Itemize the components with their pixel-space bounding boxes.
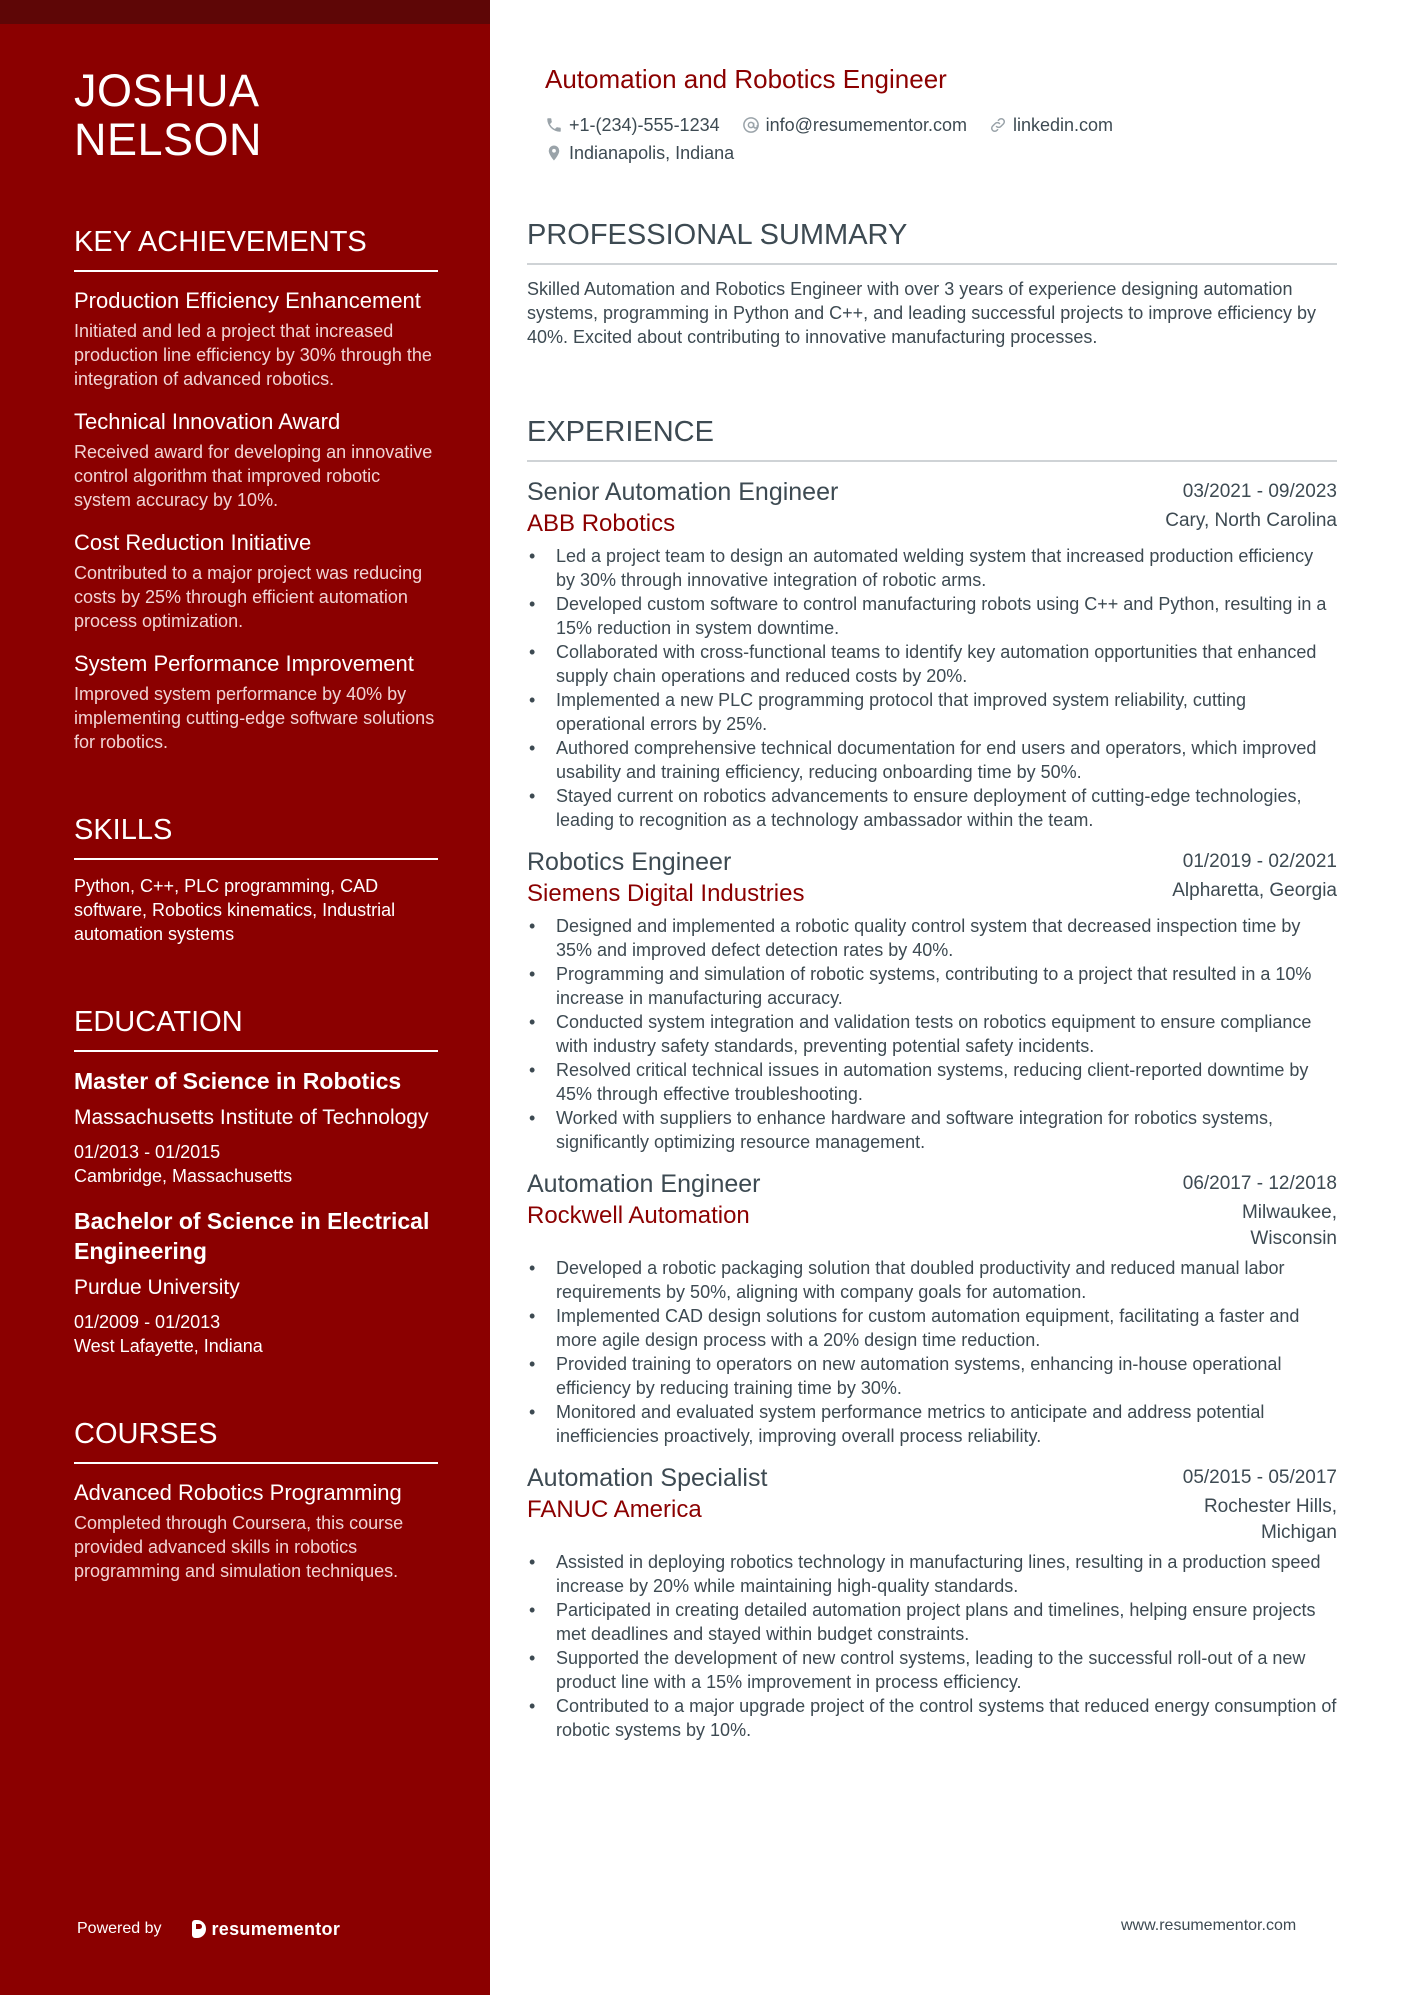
bullet-item: • Assisted in deploying robotics technology in manufacturing lines, resulting in a production speed increase by 20% while maintaining high-quality standards. bbox=[527, 1550, 1337, 1598]
experience-section bbox=[527, 414, 1337, 1742]
link-icon bbox=[989, 116, 1007, 134]
achievement-item bbox=[74, 407, 438, 512]
job-company: Siemens Digital Industries bbox=[527, 880, 805, 907]
sidebar-top-bar bbox=[0, 0, 490, 24]
job-location: Alpharetta, Georgia bbox=[1172, 880, 1337, 901]
achievement-title: Cost Reduction Initiative bbox=[74, 530, 312, 555]
bullet-item: • Contributed to a major upgrade project of the control systems that reduced energy consumption of robotic systems by 10%. bbox=[527, 1694, 1337, 1742]
bullet-item: • Developed a robotic packaging solution that doubled productivity and reduced manual labor requirements by 50%, aligning with company goals for automation. bbox=[527, 1256, 1337, 1304]
bullet-item: • Programming and simulation of robotic systems, contributing to a project that resulted in a 10% increase in manufacturing accuracy. bbox=[527, 962, 1337, 1010]
bullet-item: • Developed custom software to control manufacturing robots using C++ and Python, resulting in a 15% reduction in system downtime. bbox=[527, 592, 1337, 640]
course-desc: Completed through Coursera, this course provided advanced skills in robotics programming and simulation techniques. bbox=[74, 1513, 404, 1581]
bullet-item: • Designed and implemented a robotic quality control system that decreased inspection time by 35% and improved defect detection rates by 40%. bbox=[527, 914, 1337, 962]
course-item bbox=[74, 1478, 438, 1583]
job-location: Cary, North Carolina bbox=[1165, 510, 1337, 531]
bullet-item: • Participated in creating detailed automation project plans and timelines, helping ensure projects met deadlines and stayed within budget constraints. bbox=[527, 1598, 1337, 1646]
job-role: Automation Specialist bbox=[527, 1464, 768, 1492]
contact-linkedin[interactable] bbox=[989, 112, 1113, 138]
achievement-desc: Contributed to a major project was reducing costs by 25% through efficient automation process optimization. bbox=[74, 563, 423, 631]
linkedin-text: linkedin.com bbox=[1012, 115, 1114, 135]
education-section bbox=[74, 1004, 438, 1358]
job-entry bbox=[527, 476, 1337, 832]
bullet-item: • Implemented a new PLC programming protocol that improved system reliability, cutting operational errors by 25%. bbox=[527, 688, 1337, 736]
job-location: Rochester Hills, Michigan bbox=[1203, 1496, 1337, 1543]
powered-by bbox=[77, 1916, 397, 1942]
achievement-title: System Performance Improvement bbox=[74, 651, 414, 676]
section-heading: EXPERIENCE bbox=[527, 414, 1337, 462]
resumementor-logo-icon bbox=[192, 1920, 206, 1938]
job-dates: 01/2019 - 02/2021 bbox=[1182, 851, 1337, 872]
section-heading: COURSES bbox=[74, 1416, 438, 1464]
location-pin-icon bbox=[545, 144, 563, 162]
job-bullets bbox=[527, 544, 1337, 832]
job-role: Automation Engineer bbox=[527, 1170, 761, 1198]
achievement-desc: Received award for developing an innovative control algorithm that improved robotic system accuracy by 10%. bbox=[74, 442, 433, 510]
job-company: FANUC America bbox=[527, 1496, 702, 1523]
edu-dates: 01/2013 - 01/2015 bbox=[74, 1142, 221, 1162]
school: Massachusetts Institute of Technology bbox=[74, 1106, 429, 1129]
bullet-item: • Stayed current on robotics advancements to ensure deployment of cutting-edge technologies, leading to recognition as a technology ambassador within the team. bbox=[527, 784, 1337, 832]
brand-name: resumementor bbox=[211, 1918, 341, 1939]
headline-title: Automation and Robotics Engineer bbox=[545, 64, 947, 94]
degree: Bachelor of Science in Electrical Engineering bbox=[74, 1208, 430, 1264]
bullet-item: • Worked with suppliers to enhance hardware and software integration for robotics systems, significantly optimizing resource management. bbox=[527, 1106, 1337, 1154]
bullet-item: • Resolved critical technical issues in automation systems, reducing client-reported downtime by 45% through effective troubleshooting. bbox=[527, 1058, 1337, 1106]
first-name: JOSHUA bbox=[74, 65, 260, 116]
bullet-item: • Conducted system integration and validation tests on robotics equipment to ensure compliance with industry safety standards, preventing potential safety incidents. bbox=[527, 1010, 1337, 1058]
achievement-title: Technical Innovation Award bbox=[74, 409, 341, 434]
sidebar bbox=[0, 0, 490, 1995]
job-company: ABB Robotics bbox=[527, 510, 676, 537]
course-title: Advanced Robotics Programming bbox=[74, 1480, 402, 1505]
phone-icon bbox=[545, 116, 563, 134]
edu-location: Cambridge, Massachusetts bbox=[74, 1166, 293, 1186]
job-dates: 03/2021 - 09/2023 bbox=[1182, 481, 1337, 502]
location-text: Indianapolis, Indiana bbox=[569, 143, 735, 163]
job-entry bbox=[527, 1462, 1337, 1742]
job-dates: 05/2015 - 05/2017 bbox=[1182, 1467, 1337, 1488]
job-entry bbox=[527, 846, 1337, 1154]
bullet-item: • Supported the development of new control systems, leading to the successful roll-out of a new product line with a 15% improvement in process efficiency. bbox=[527, 1646, 1337, 1694]
footer-website-link[interactable]: www.resumementor.com bbox=[1121, 1917, 1297, 1934]
contact-phone[interactable] bbox=[545, 112, 720, 138]
section-heading: KEY ACHIEVEMENTS bbox=[74, 224, 438, 272]
summary-text: Skilled Automation and Robotics Engineer with over 3 years of experience designing automation systems, programming in Python and C++, and leading successful projects to improve efficiency by 40%. Excited about contributing to innovative manufacturing processes. bbox=[527, 279, 1317, 347]
contact-info bbox=[545, 112, 1335, 168]
bullet-item: • Implemented CAD design solutions for custom automation equipment, facilitating a faster and more agile design process with a 20% design time reduction. bbox=[527, 1304, 1337, 1352]
last-name: NELSON bbox=[74, 114, 263, 165]
bullet-item: • Led a project team to design an automated welding system that increased production efficiency by 30% through innovative integration of robotic arms. bbox=[527, 544, 1337, 592]
skills-list: Python, C++, PLC programming, CAD software, Robotics kinematics, Industrial automation systems bbox=[74, 876, 396, 944]
phone-text: +1-(234)-555-1234 bbox=[569, 115, 720, 135]
achievement-item bbox=[74, 286, 438, 391]
degree: Master of Science in Robotics bbox=[74, 1068, 402, 1094]
candidate-name bbox=[74, 66, 438, 164]
edu-dates: 01/2009 - 01/2013 bbox=[74, 1312, 221, 1332]
education-item bbox=[74, 1066, 438, 1188]
email-text: info@resumementor.com bbox=[765, 115, 967, 135]
achievement-desc: Improved system performance by 40% by implementing cutting-edge software solutions for robotics. bbox=[74, 684, 435, 752]
at-icon bbox=[742, 116, 760, 134]
section-heading: SKILLS bbox=[74, 812, 438, 860]
section-heading: EDUCATION bbox=[74, 1004, 438, 1052]
achievement-item bbox=[74, 528, 438, 633]
bullet-item: • Collaborated with cross-functional teams to identify key automation opportunities that enhanced supply chain operations and reduced costs by 20%. bbox=[527, 640, 1337, 688]
job-entry bbox=[527, 1168, 1337, 1448]
powered-by-label: Powered by bbox=[77, 1920, 162, 1937]
job-bullets bbox=[527, 1550, 1337, 1742]
job-location: Milwaukee, Wisconsin bbox=[1241, 1202, 1337, 1249]
section-heading: PROFESSIONAL SUMMARY bbox=[527, 217, 1337, 265]
job-bullets bbox=[527, 1256, 1337, 1448]
job-role: Senior Automation Engineer bbox=[527, 478, 839, 506]
bullet-item: • Monitored and evaluated system performance metrics to anticipate and address potential inefficiencies proactively, improving overall process reliability. bbox=[527, 1400, 1337, 1448]
job-role: Robotics Engineer bbox=[527, 848, 732, 876]
achievement-item bbox=[74, 649, 438, 754]
bullet-item: • Authored comprehensive technical documentation for end users and operators, which improved usability and training efficiency, reducing onboarding time by 50%. bbox=[527, 736, 1337, 784]
education-item bbox=[74, 1206, 438, 1358]
school: Purdue University bbox=[74, 1276, 240, 1299]
skills-section bbox=[74, 812, 438, 946]
key-achievements-section bbox=[74, 224, 438, 754]
contact-location bbox=[545, 140, 734, 166]
achievement-desc: Initiated and led a project that increased production line efficiency by 30% through the integration of advanced robotics. bbox=[74, 321, 432, 389]
summary-section bbox=[527, 217, 1337, 349]
courses-section bbox=[74, 1416, 438, 1583]
achievement-title: Production Efficiency Enhancement bbox=[74, 288, 421, 313]
job-company: Rockwell Automation bbox=[527, 1202, 750, 1229]
job-dates: 06/2017 - 12/2018 bbox=[1182, 1173, 1337, 1194]
contact-email[interactable] bbox=[742, 112, 967, 138]
bullet-item: • Provided training to operators on new automation systems, enhancing in-house operational efficiency by reducing training time by 30%. bbox=[527, 1352, 1337, 1400]
job-bullets bbox=[527, 914, 1337, 1154]
edu-location: West Lafayette, Indiana bbox=[74, 1336, 263, 1356]
